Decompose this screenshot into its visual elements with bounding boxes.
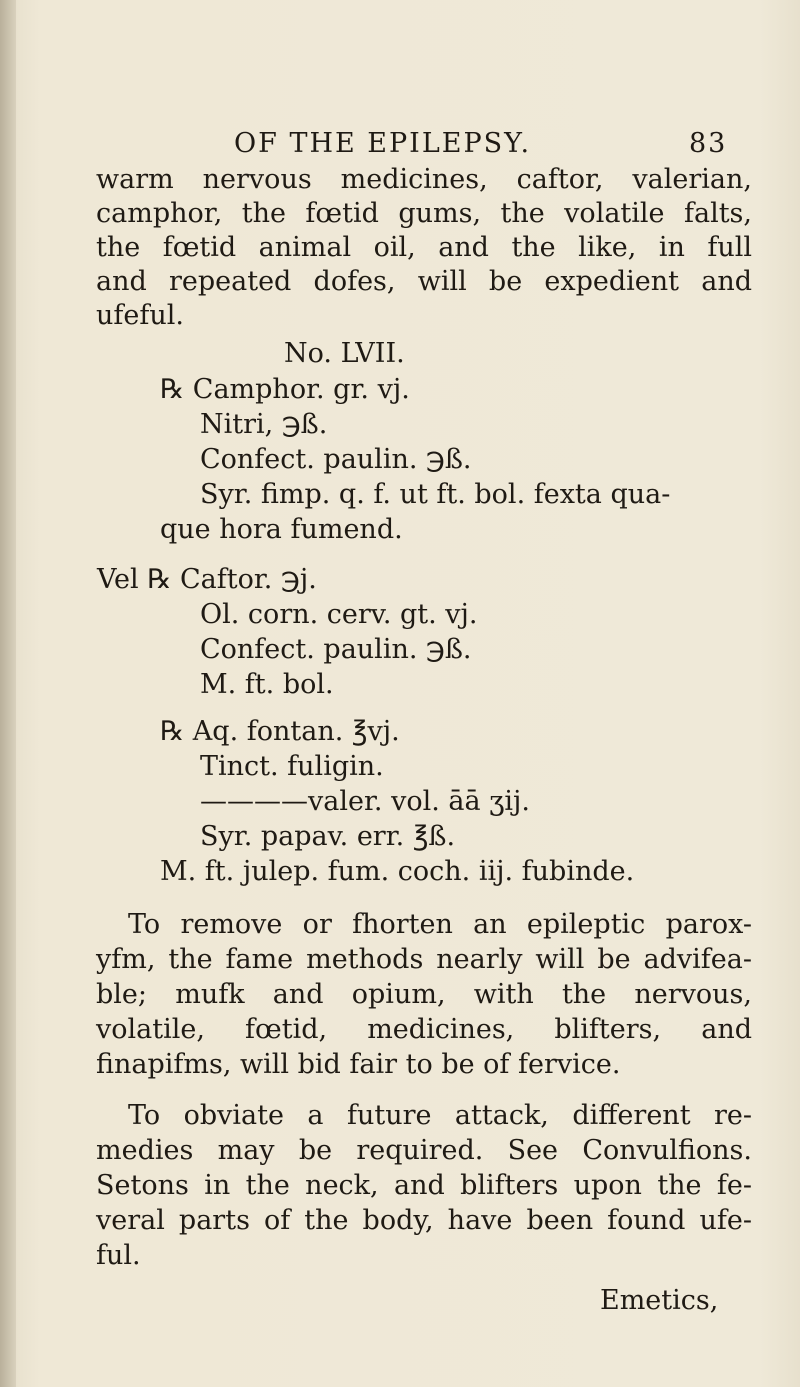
recipe-line: Tinct. fuligin. xyxy=(200,751,384,782)
recipe-number: No. LVII. xyxy=(284,338,405,369)
future-line-1: To obviate a future attack, different re- xyxy=(128,1100,752,1131)
page-gutter xyxy=(0,0,16,1387)
running-title: OF THE EPILEPSY. xyxy=(234,128,532,159)
intro-line-4: and repeated dofes, will be expedient and xyxy=(96,266,752,297)
future-line-2: medies may be required. See Convulfions. xyxy=(96,1135,752,1166)
paroxysm-line-2: yfm, the fame methods nearly will be advifea- xyxy=(96,944,752,975)
page-number: 83 xyxy=(689,128,728,159)
recipe-line: Syr. fimp. q. f. ut ft. bol. fexta qua- xyxy=(200,479,671,510)
paroxysm-line-5: finapifms, will bid fair to be of fervice. xyxy=(96,1049,621,1080)
recipe-line: ℞ Camphor. gr. vj. xyxy=(160,374,410,405)
recipe-line: Nitri, ℈ß. xyxy=(200,409,328,440)
recipe-line: que hora fumend. xyxy=(160,514,403,545)
recipe-line: Vel ℞ Caftor. ℈j. xyxy=(97,564,317,595)
recipe-line: M. ft. bol. xyxy=(200,669,334,700)
intro-line-2: camphor, the fœtid gums, the volatile falts, xyxy=(96,198,752,229)
recipe-line: Confect. paulin. ℈ß. xyxy=(200,634,472,665)
recipe-line: ℞ Aq. fontan. ℥vj. xyxy=(160,716,400,747)
recipe-line: Syr. papav. err. ℥ß. xyxy=(200,821,456,852)
recipe-line: M. ft. julep. fum. coch. iij. fubinde. xyxy=(160,856,635,887)
future-line-5: ful. xyxy=(96,1240,141,1271)
recipe-line: ————valer. vol. āā ʒij. xyxy=(200,786,530,817)
paroxysm-line-1: To remove or fhorten an epileptic parox- xyxy=(128,909,752,940)
intro-line-3: the fœtid animal oil, and the like, in full xyxy=(96,232,752,263)
recipe-line: Ol. corn. cerv. gt. vj. xyxy=(200,599,478,630)
intro-line-1: warm nervous medicines, caftor, valerian, xyxy=(96,164,752,195)
paroxysm-line-4: volatile, fœtid, medicines, blifters, and xyxy=(96,1014,752,1045)
intro-line-5: ufeful. xyxy=(96,300,184,331)
paroxysm-line-3: ble; mufk and opium, with the nervous, xyxy=(96,979,752,1010)
catchword: Emetics, xyxy=(600,1285,719,1316)
future-line-3: Setons in the neck, and blifters upon the fe- xyxy=(96,1170,752,1201)
recipe-line: Confect. paulin. ℈ß. xyxy=(200,444,472,475)
future-line-4: veral parts of the body, have been found ufe- xyxy=(96,1205,752,1236)
